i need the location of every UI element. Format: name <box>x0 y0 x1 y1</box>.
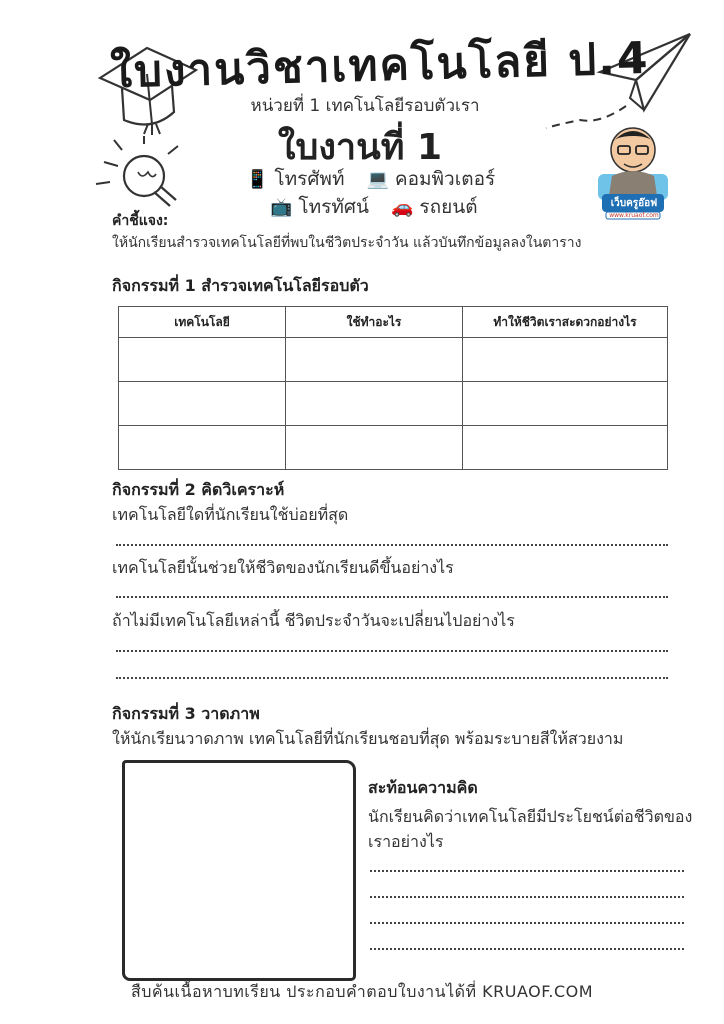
drawing-box[interactable] <box>122 760 356 981</box>
table-row <box>119 426 668 470</box>
tech-item-tv <box>270 192 369 222</box>
tech-label: โทรทัศน์ <box>298 196 369 218</box>
table-cell[interactable] <box>119 426 286 470</box>
avatar-site: www.kruaof.com <box>609 212 659 219</box>
question-1: เทคโนโลยีใดที่นักเรียนใช้บ่อยที่สุด <box>112 505 349 524</box>
answer-line[interactable] <box>370 922 684 924</box>
tv-icon: 📺 <box>270 196 293 218</box>
table-cell[interactable] <box>286 382 463 426</box>
table-header-row <box>119 307 668 338</box>
table-cell[interactable] <box>463 426 668 470</box>
answer-line[interactable] <box>370 896 684 898</box>
table-row <box>119 338 668 382</box>
table-cell[interactable] <box>286 426 463 470</box>
activity1-heading: กิจกรรมที่ 1 สำรวจเทคโนโลยีรอบตัว <box>112 276 369 295</box>
table-cell[interactable] <box>463 382 668 426</box>
activity3-heading: กิจกรรมที่ 3 วาดภาพ <box>112 704 260 723</box>
worksheet-title: ใบงานวิชาเทคโนโลยี ป.4 <box>109 32 651 99</box>
sheet-number: ใบงานที่ 1 <box>277 127 443 168</box>
tech-label: โทรศัพท์ <box>274 168 345 190</box>
tech-item-computer <box>366 164 495 194</box>
table-cell[interactable] <box>119 382 286 426</box>
computer-icon: 💻 <box>366 168 389 190</box>
unit-title: หน่วยที่ 1 เทคโนโลยีรอบตัวเรา <box>250 96 480 116</box>
column-header: ทำให้ชีวิตเราสะดวกอย่างไร <box>463 307 668 338</box>
answer-line[interactable] <box>370 870 684 872</box>
reflection-text: นักเรียนคิดว่าเทคโนโลยีมีประโยชน์ต่อชีวิตของเราอย่างไร <box>368 807 693 851</box>
tech-label: คอมพิวเตอร์ <box>394 168 496 190</box>
table-cell[interactable] <box>119 338 286 382</box>
phone-icon: 📱 <box>246 168 269 190</box>
tech-row-1 <box>246 164 495 194</box>
tech-row-2 <box>270 192 478 222</box>
table-row <box>119 382 668 426</box>
table-cell[interactable] <box>286 338 463 382</box>
car-icon: 🚗 <box>390 196 414 218</box>
answer-line[interactable] <box>116 596 668 598</box>
activity3-text: ให้นักเรียนวาดภาพ เทคโนโลยีที่นักเรียนชอบที่สุด พร้อมระบายสีให้สวยงาม <box>112 729 624 748</box>
survey-table <box>118 306 668 470</box>
avatar-label: เว็บครูอ๊อฟ <box>610 198 658 209</box>
question-3: ถ้าไม่มีเทคโนโลยีเหล่านี้ ชีวิตประจำวันจะเปลี่ยนไปอย่างไร <box>112 611 515 630</box>
answer-line[interactable] <box>116 677 668 679</box>
reflection-heading: สะท้อนความคิด <box>368 778 478 797</box>
column-header: ใช้ทำอะไร <box>286 307 463 338</box>
footer-note: สืบค้นเนื้อหาบทเรียน ประกอบคำตอบใบงานได้ที่ KRUAOF.COM <box>130 982 594 1001</box>
tech-label: รถยนต์ <box>419 196 478 218</box>
question-2: เทคโนโลยีนั้นช่วยให้ชีวิตของนักเรียนดีขึ้นอย่างไร <box>112 558 454 577</box>
tech-item-car <box>391 192 478 222</box>
instructions-text: ให้นักเรียนสำรวจเทคโนโลยีที่พบในชีวิตประจำวัน แล้วบันทึกข้อมูลลงในตาราง <box>112 235 582 251</box>
answer-line[interactable] <box>116 544 668 546</box>
column-header: เทคโนโลยี <box>119 307 286 338</box>
activity2-heading: กิจกรรมที่ 2 คิดวิเคราะห์ <box>112 480 285 499</box>
light-bulb-icon <box>92 136 192 216</box>
instructions-heading: คำชี้แจง: <box>112 213 169 229</box>
table-cell[interactable] <box>463 338 668 382</box>
tech-item-phone <box>246 164 344 194</box>
answer-line[interactable] <box>116 650 668 652</box>
answer-line[interactable] <box>370 948 684 950</box>
